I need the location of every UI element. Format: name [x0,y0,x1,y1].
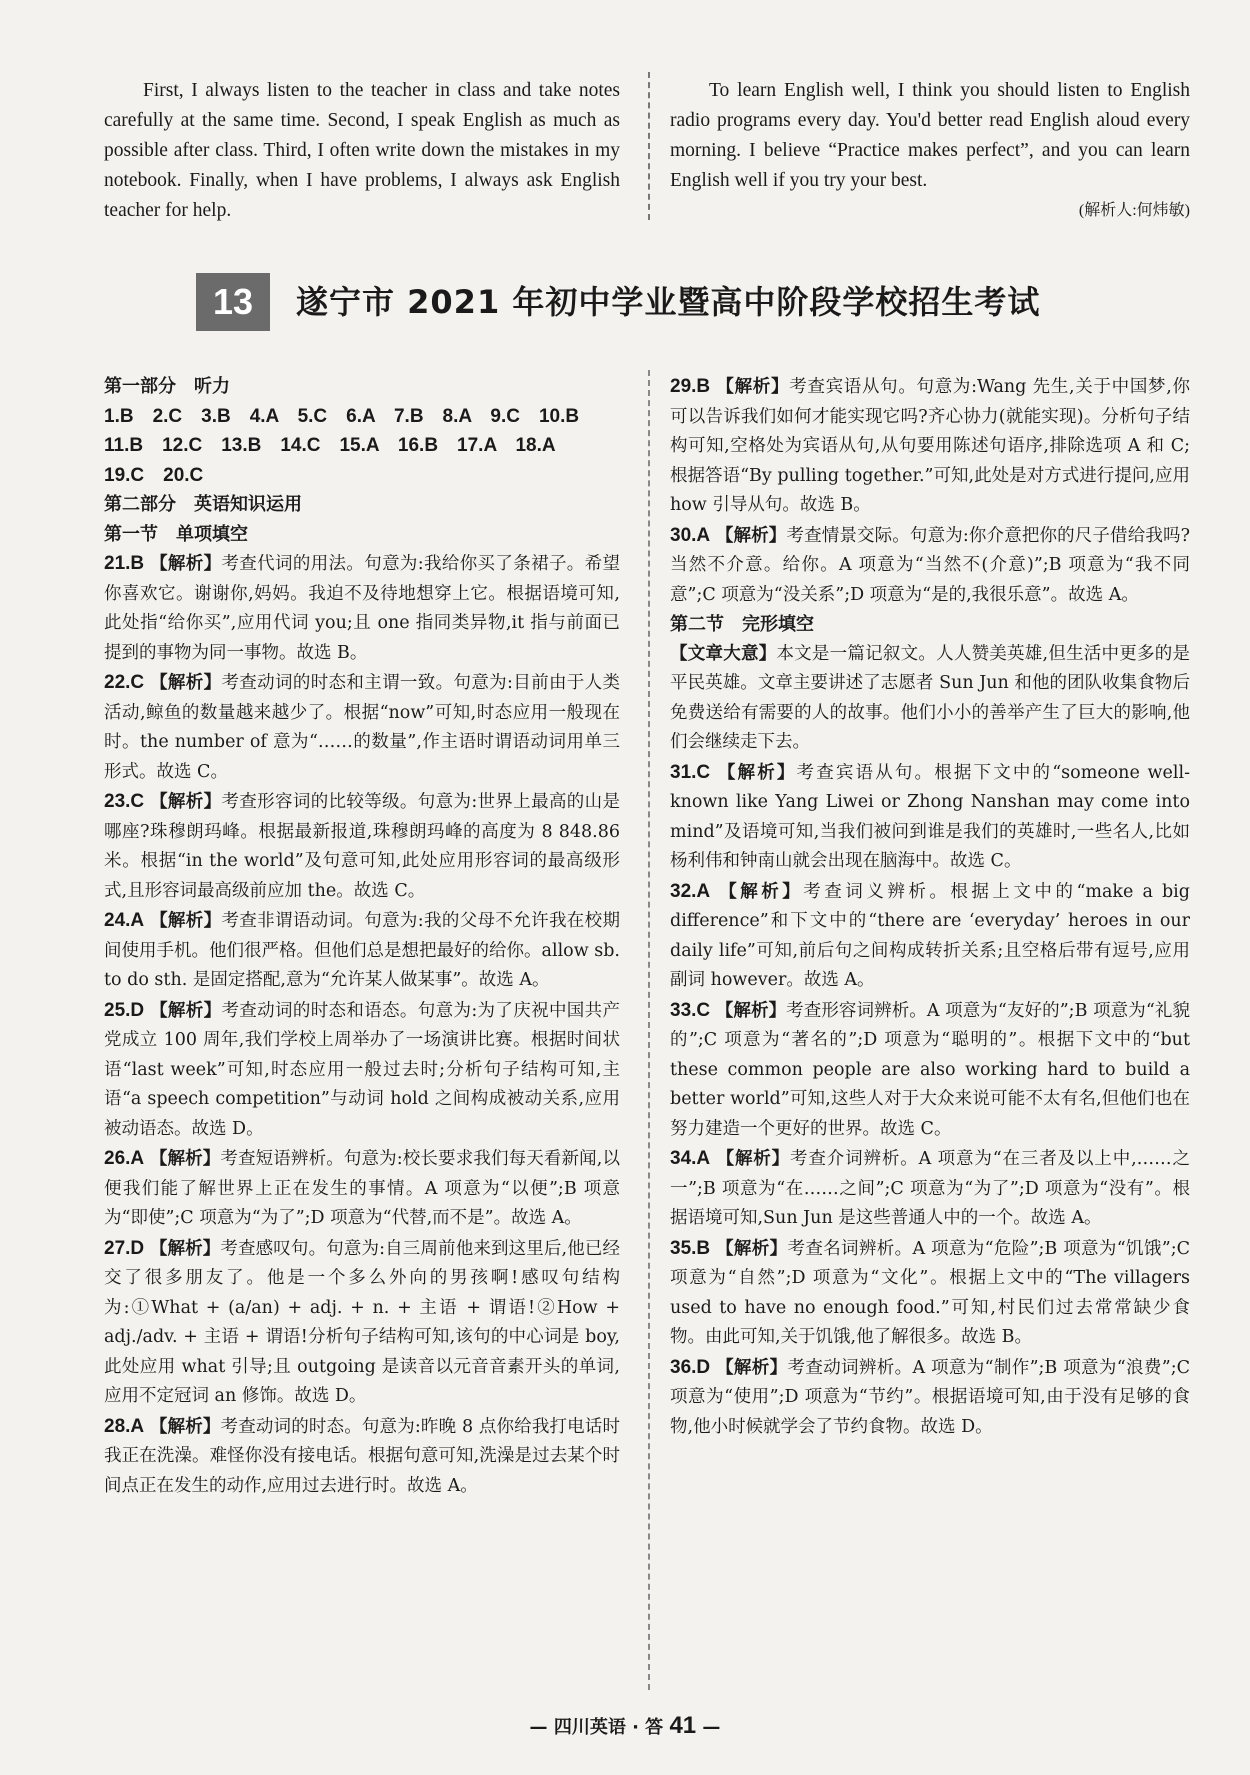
analysis-tag: 【解析】 [150,673,222,693]
summary-text: 本文是一篇记叙文。人人赞美英雄,但生活中更多的是平民英雄。文章主要讲述了志愿者 Sun Jun 和他的团队收集食物后免费送给有需要的人的故事。他们小小的善举产生了巨大的影响,他们会继续走下去。 [670,643,1191,752]
explanation-item [104,549,620,668]
explanation-item [670,996,1190,1145]
item-text: 考查情景交际。句意为:你介意把你的尺子借给我吗?当然不介意。给你。A 项意为“当然不(介意)”;B 项意为“我不同意”;C 项意为“没关系”;D 项意为“是的,我很乐意”。故选 A。 [670,525,1190,605]
item-number: 28.A [104,1415,145,1437]
part-heading: 第二部分 英语知识运用 [104,494,302,515]
item-text: 考查非谓语动词。句意为:我的父母不允许我在校期间使用手机。他们很严格。但他们总是想把最好的给你。allow sb. to do sth. 是固定搭配,意为“允许某人做某事”。故选 A。 [104,911,620,990]
analysis-tag: 【解析】 [715,525,787,546]
explanation-item [670,372,1190,521]
analysis-tag: 【解析】 [149,1416,221,1437]
explanation-item [670,1144,1190,1234]
item-text: 考查动词的时态和语态。句意为:为了庆祝中国共产党成立 100 周年,我们学校上周举办了一场演讲比赛。根据时间状语“last week”可知,时态应用一般过去时;分析句子结构可知,主语“a speech competition”与动词 hold 之间构成被动关系,应用被动语态。故选 D。 [104,1000,620,1139]
item-text: 考查介词辨析。A 项意为“在三者及以上中,……之一”;B 项意为“在……之间”;C 项意为“为了”;D 项意为“没有”。根据语境可知,Sun Jun 是这些普通人中的一个。故选 A。 [670,1149,1190,1228]
item-number: 24.A [104,910,145,931]
footer-suffix: — [696,1717,721,1738]
item-text: 考查代词的用法。句意为:我给你买了条裙子。希望你喜欢它。谢谢你,妈妈。我迫不及待地想穿上它。根据语境可知,此处指“给你买”,应用代词 you;且 one 指同类异物,it 指与前面已提到的事物为同一事物。故选 B。 [104,554,620,663]
item-number: 31.C [670,761,711,783]
item-number: 21.B [104,553,145,574]
item-text: 考查宾语从句。根据下文中的“someone well-known like Yang Liwei or Zhong Nanshan may come into mind”及语境可知,当我们被问到谁是我们的英雄时,一些名人,比如杨利伟和钟南山就会出现在脑海中。故选 C。 [670,762,1190,871]
item-number: 29.B [670,376,711,397]
explanation-item [104,996,620,1145]
exam-number-badge: 13 [196,273,270,331]
column-divider [648,370,650,1690]
analysis-tag: 【解析】 [150,792,222,812]
part-heading: 第一部分 听力 [104,376,230,397]
item-text: 考查词义辨析。根据上文中的“make a big difference”和下文中的“there are ‘everyday’ heroes in our daily life”可知,前后句之间构成转折关系;且空格后带有逗号,应用副词 however。故选 A。 [670,881,1190,990]
exam-header [196,273,1096,333]
exam-title: 遂宁市 2021 年初中学业暨高中阶段学校招生考试 [296,283,1041,321]
left-column [104,372,620,1501]
answer-row: 19.C 20.C [104,464,204,486]
item-text: 考查动词的时态和主谓一致。句意为:目前由于人类活动,鲸鱼的数量越来越少了。根据“now”可知,时态应用一般现在时。the number of 意为“……的数量”,作主语时谓语动词用单三形式。故选 C。 [104,673,620,782]
analysis-tag: 【解析】 [715,1000,787,1021]
explanation-item [104,668,620,787]
analysis-tag: 【解析】 [150,554,222,574]
column-divider [648,72,650,220]
item-text: 考查形容词辨析。A 项意为“友好的”;B 项意为“礼貌的”;C 项意为“著名的”;D 项意为“聪明的”。根据下文中的“but these common people are also working hard to build a better world”可知,这些人对于大众来说可能不太有名,但他们也在努力建造一个更好的世界。故选 C。 [670,1000,1190,1139]
explanation-item [670,1353,1190,1443]
item-text: 考查宾语从句。句意为:Wang 先生,关于中国梦,你可以告诉我们如何才能实现它吗?齐心协力(就能实现)。分析句子结构可知,空格处为宾语从句,从句要用陈述句语序,排除选项 A 和 C;根据答语“By pulling together.”可知,此处是对方式进行提问,应用 how 引导从句。故选 B。 [670,377,1190,515]
article-summary [670,640,1190,758]
section-heading: 第一节 单项填空 [104,523,248,545]
item-text: 考查名词辨析。A 项意为“危险”;B 项意为“饥饿”;C 项意为“自然”;D 项意为“文化”。根据上文中的“The villagers used to have no enough food.”可知,村民们过去常常缺少食物。由此可知,关于饥饿,他了解很多。故选 B。 [670,1238,1190,1347]
page-footer [0,1712,1250,1740]
passage-text: To learn English well, I think you should listen to English radio programs every day. You'd better read English aloud every morning. I believe “Practice makes perfect”, and you can learn English well if you try your best. [670,80,1190,191]
explanation-item [670,877,1190,996]
footer-prefix: — 四川英语 · 答 [529,1717,670,1738]
item-number: 32.A [670,880,711,902]
item-number: 23.C [104,791,145,812]
right-column [670,372,1190,1442]
analysis-tag: 【解析】 [150,1000,222,1021]
explanation-item [670,758,1190,877]
explanation-item [104,906,620,996]
item-number: 35.B [670,1237,711,1259]
item-number: 22.C [104,672,145,693]
item-number: 34.A [670,1148,711,1169]
item-text: 考查动词辨析。A 项意为“制作”;B 项意为“浪费”;C 项意为“使用”;D 项意为“节约”。根据语境可知,由于没有足够的食物,他小时候就学会了节约食物。故选 D。 [670,1357,1190,1437]
item-number: 26.A [104,1148,145,1169]
answer-row: 1.B 2.C 3.B 4.A 5.C 6.A 7.B 8.A 9.C 10.B [104,405,580,427]
top-right-passage [670,76,1190,226]
explanation-item [104,1144,620,1234]
section-heading: 第二节 完形填空 [670,614,814,635]
analysis-tag: 【解析】 [150,911,222,931]
passage-text: First, I always listen to the teacher in class and take notes carefully at the same time. Second, I speak English as much as possible after class. Third, I often write down the mistakes in my notebook. Finally, when I have problems, I always ask English teacher for help. [104,80,620,221]
item-number: 33.C [670,999,711,1021]
explanation-item [104,787,620,906]
analysis-tag: 【解析】 [716,1357,788,1378]
analysis-tag: 【解析】 [717,762,797,783]
item-text: 考查动词的时态。句意为:昨晚 8 点你给我打电话时我正在洗澡。难怪你没有接电话。根据句意可知,洗澡是过去某个时间点正在发生的动作,应用过去进行时。故选 A。 [104,1416,620,1496]
explanation-item [104,1234,620,1412]
summary-tag: 【文章大意】 [670,643,777,664]
analysis-tag: 【解析】 [719,881,804,902]
explanation-item [670,1234,1190,1353]
author-credit: (解析人:何炜敏) [1078,202,1190,219]
item-number: 27.D [104,1237,145,1259]
item-number: 25.D [104,999,145,1021]
explanation-item [670,521,1190,611]
item-text: 考查形容词的比较等级。句意为:世界上最高的山是哪座?珠穆朗玛峰。根据最新报道,珠穆朗玛峰的高度为 8 848.86 米。根据“in the world”及句意可知,此处应用形容词的最高级形式,且形容词最高级前应加 the。故选 C。 [104,792,620,901]
explanation-item [104,1412,620,1502]
analysis-tag: 【解析】 [716,377,790,397]
item-number: 36.D [670,1356,711,1378]
item-text: 考查短语辨析。句意为:校长要求我们每天看新闻,以便我们能了解世界上正在发生的事情。A 项意为“以便”;B 项意为“即使”;C 项意为“为了”;D 项意为“代替,而不是”。故选 A。 [104,1149,620,1228]
item-text: 考查感叹句。句意为:自三周前他来到这里后,他已经交了很多朋友了。他是一个多么外向的男孩啊!感叹句结构为:①What + (a/an) + adj. + n. + 主语 + 谓语!②How + adj./adv. + 主语 + 谓语!分析句子结构可知,该句的中心词是 boy,此处应用 what 引导;且 outgoing 是读音以元音音素开头的单词,应用不定冠词 an 修饰。故选 D。 [104,1238,620,1406]
item-number: 30.A [670,524,711,546]
analysis-tag: 【解析】 [716,1149,791,1169]
answer-row: 11.B 12.C 13.B 14.C 15.A 16.B 17.A 18.A [104,435,556,456]
analysis-tag: 【解析】 [149,1238,221,1259]
analysis-tag: 【解析】 [149,1149,221,1169]
top-left-passage [104,76,620,226]
analysis-tag: 【解析】 [716,1238,788,1259]
page-number: 41 [669,1712,697,1739]
